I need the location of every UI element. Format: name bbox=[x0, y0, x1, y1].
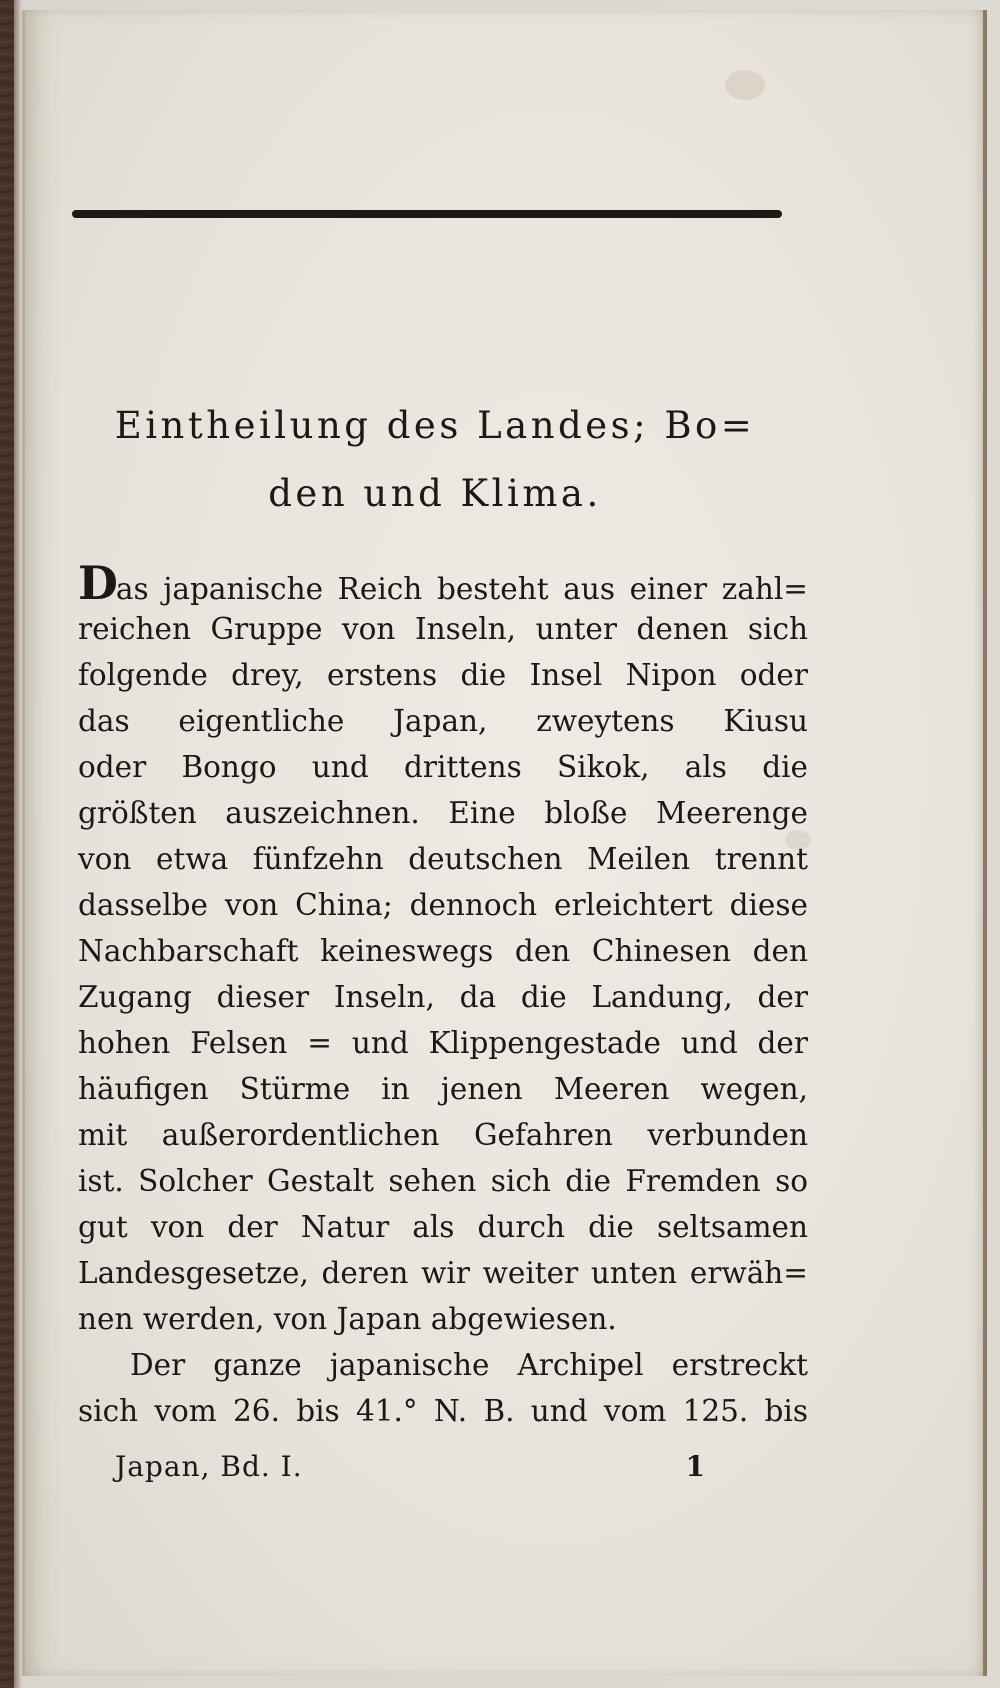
body-line: mit außerordentlichen Gefahren verbunden bbox=[78, 1118, 808, 1152]
header-rule bbox=[72, 210, 782, 218]
body-line bbox=[78, 556, 808, 610]
body-line: hohen Felsen = und Klippengestade und der bbox=[78, 1026, 808, 1060]
body-line-text: as japanische Reich besteht aus einer zahl= bbox=[115, 572, 808, 606]
footer-signature-mark: 1 bbox=[685, 1450, 705, 1483]
body-line: reichen Gruppe von Inseln, unter denen sich bbox=[78, 612, 808, 646]
drop-cap: D bbox=[78, 556, 116, 610]
footer-signature: Japan, Bd. I. bbox=[115, 1450, 303, 1483]
paragraph-2-line: Der ganze japanische Archipel erstreckt bbox=[130, 1348, 808, 1382]
book-spine-edge bbox=[0, 0, 14, 1688]
body-line: dasselbe von China; dennoch erleichtert diese bbox=[78, 888, 808, 922]
body-line: gut von der Natur als durch die seltsamen bbox=[78, 1210, 808, 1244]
body-line: nen werden, von Japan abgewiesen. bbox=[78, 1302, 617, 1336]
body-line: folgende drey, erstens die Insel Nipon oder bbox=[78, 658, 808, 692]
chapter-heading-line-1: Eintheilung des Landes; Bo= bbox=[114, 404, 756, 447]
body-line: oder Bongo und drittens Sikok, als die bbox=[78, 750, 808, 784]
body-line: das eigentliche Japan, zweytens Kiusu bbox=[78, 704, 808, 738]
body-line: Landesgesetze, deren wir weiter unten erwäh= bbox=[78, 1256, 808, 1290]
page-footer bbox=[115, 1450, 705, 1490]
body-line: Zugang dieser Inseln, da die Landung, der bbox=[78, 980, 808, 1014]
paragraph-2-line: sich vom 26. bis 41.° N. B. und vom 125. bis bbox=[78, 1394, 808, 1428]
body-line: häufigen Stürme in jenen Meeren wegen, bbox=[78, 1072, 808, 1106]
body-line: ist. Solcher Gestalt sehen sich die Fremden so bbox=[78, 1164, 808, 1198]
body-line: Nachbarschaft keineswegs den Chinesen den bbox=[78, 934, 808, 968]
body-line: größten auszeichnen. Eine bloße Meerenge bbox=[78, 796, 808, 830]
paper-stain bbox=[725, 70, 765, 100]
body-line: von etwa fünfzehn deutschen Meilen trennt bbox=[78, 842, 808, 876]
chapter-heading-line-2: den und Klima. bbox=[268, 472, 602, 515]
body-text bbox=[78, 556, 808, 1434]
